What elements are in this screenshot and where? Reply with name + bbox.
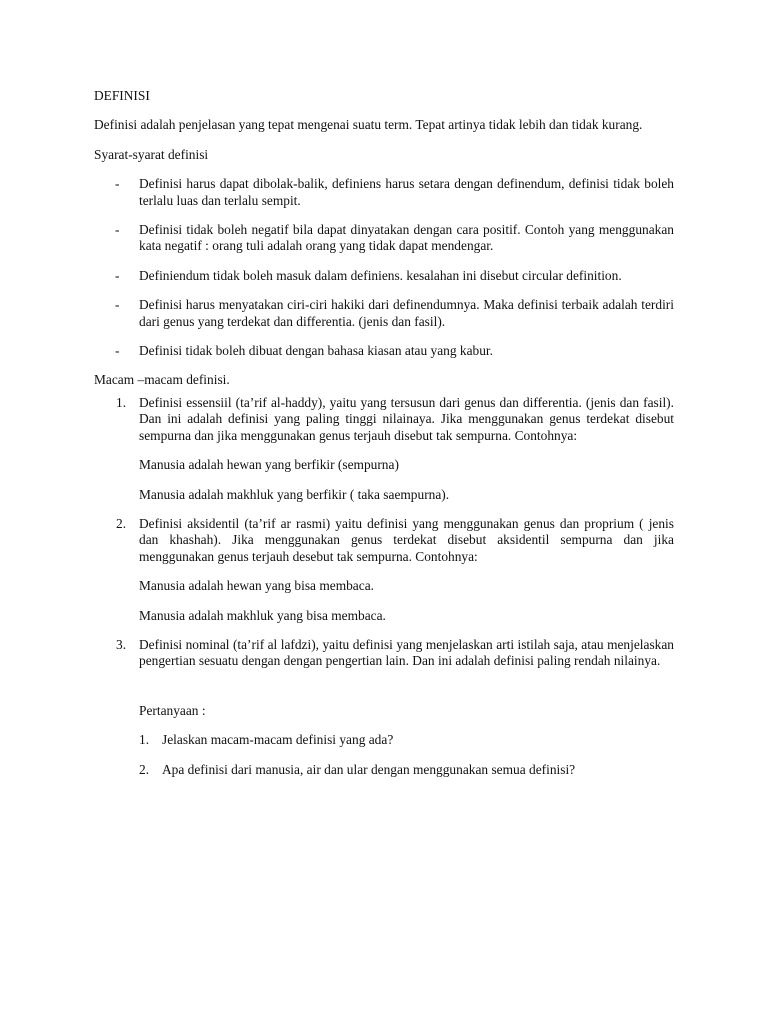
requirement-text: Definisi tidak boleh negatif bila dapat dinyatakan dengan cara positif. Contoh yang menggunakan kata negatif : orang tuli adalah orang yang tidak dapat mendengar. — [139, 222, 674, 254]
requirement-item — [94, 343, 674, 359]
example-line: Manusia adalah makhluk yang berfikir ( taka saempurna). — [139, 486, 450, 502]
document-page — [94, 88, 674, 791]
bullet-dash: - — [115, 343, 120, 359]
definition-type-text: Definisi aksidentil (ta’rif ar rasmi) yaitu definisi yang menggunakan genus dan proprium ( jenis dan khashah). Jika menggunakan genus terdekat disebut aksidentil sempurna dan jika menggunakan genus terjauh desebut tak sempurna. Contohnya: — [139, 515, 674, 564]
bullet-dash: - — [115, 267, 120, 283]
requirement-text: Definisi harus menyatakan ciri-ciri hakiki dari definendumnya. Maka definisi terbaik adalah terdiri dari genus yang terdekat dan differentia. (jenis dan fasil). — [139, 297, 674, 329]
list-number: 1. — [139, 732, 150, 748]
requirement-text: Definisi tidak boleh dibuat dengan bahasa kiasan atau yang kabur. — [139, 343, 494, 359]
types-heading: Macam –macam definisi. — [94, 372, 230, 388]
questions-list — [139, 732, 674, 778]
requirement-text: Definiendum tidak boleh masuk dalam definiens. kesalahan ini disebut circular definition. — [139, 267, 622, 283]
example-line: Manusia adalah hewan yang berfikir (sempurna) — [139, 457, 399, 473]
requirement-item — [94, 268, 674, 284]
requirement-item — [94, 222, 674, 255]
definition-type-text: Definisi nominal (ta’rif al lafdzi), yaitu definisi yang menjelaskan arti istilah saja, atau menjelaskan pengertian sesuatu dengan dengan pengertian lain. Dan ini adalah definisi paling rendah nilainya. — [139, 636, 674, 669]
requirements-list — [94, 176, 674, 359]
question-text: Jelaskan macam-macam definisi yang ada? — [162, 732, 394, 748]
question-item — [139, 762, 674, 778]
question-item — [139, 732, 674, 748]
requirement-text: Definisi harus dapat dibolak-balik, definiens harus setara dengan definendum, definisi tidak boleh terlalu luas dan terlalu sempit. — [139, 176, 674, 208]
list-number: 1. — [116, 394, 127, 410]
question-text: Apa definisi dari manusia, air dan ular dengan menggunakan semua definisi? — [162, 761, 576, 777]
definition-type-text: Definisi essensiil (ta’rif al-haddy), yaitu yang tersusun dari genus dan differentia. (jenis dan fasil). Dan ini adalah definisi yang paling tinggi nilainaya. Jika menggunakan genus terdekat disebut sempurna dan jika menggunakan genus terjauh disebut tak sempurna. Contohnya: — [139, 394, 674, 443]
list-number: 3. — [116, 636, 127, 652]
list-number: 2. — [116, 515, 127, 531]
example-line: Manusia adalah hewan yang bisa membaca. — [139, 578, 374, 594]
requirement-item — [94, 176, 674, 209]
document-title: DEFINISI — [94, 88, 150, 103]
requirements-heading: Syarat-syarat definisi — [94, 146, 209, 162]
bullet-dash: - — [115, 222, 120, 238]
requirement-item — [94, 297, 674, 330]
list-number: 2. — [139, 761, 150, 777]
definition-types-list — [94, 395, 674, 670]
intro-paragraph: Definisi adalah penjelasan yang tepat mengenai suatu term. Tepat artinya tidak lebih dan tidak kurang. — [94, 117, 643, 133]
questions-section — [94, 703, 674, 778]
bullet-dash: - — [115, 176, 120, 192]
example-line: Manusia adalah makhluk yang bisa membaca. — [139, 607, 386, 623]
definition-type-item — [94, 395, 674, 503]
definition-type-item — [94, 516, 674, 624]
definition-type-item — [94, 637, 674, 670]
bullet-dash: - — [115, 297, 120, 313]
questions-heading: Pertanyaan : — [139, 702, 206, 718]
